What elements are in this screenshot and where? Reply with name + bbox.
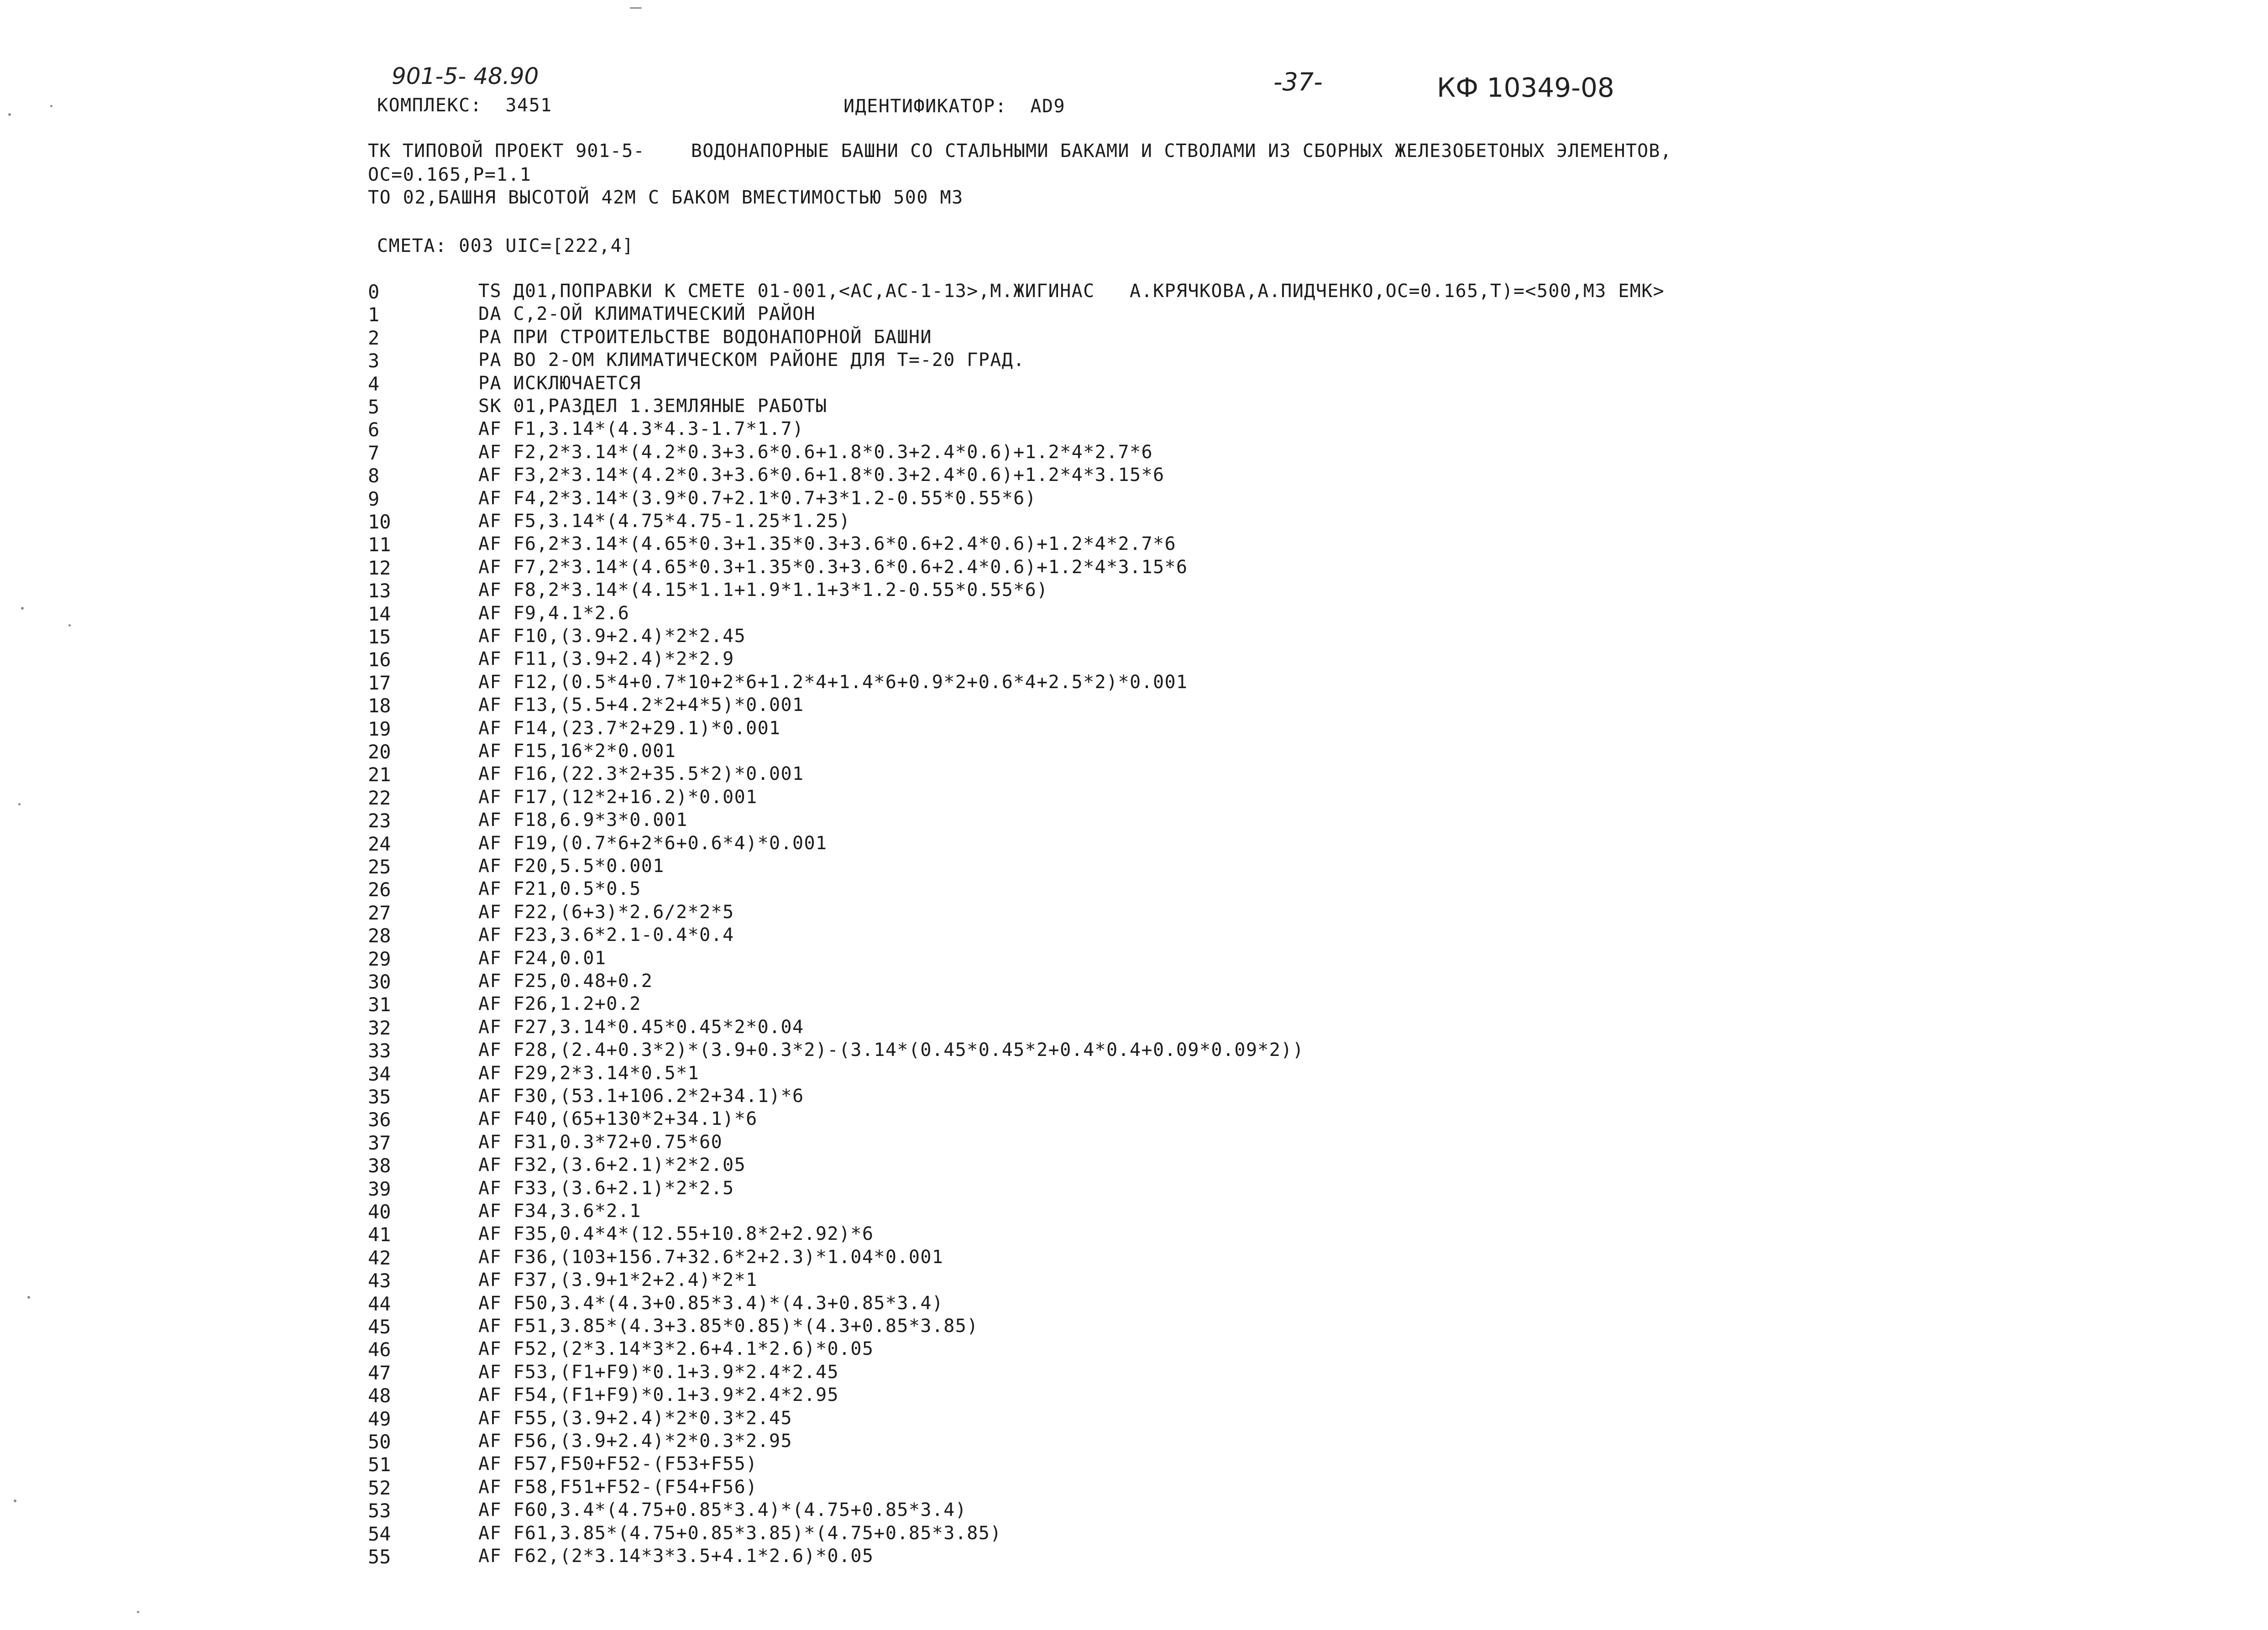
row-statement: AF F61,3.85*(4.75+0.85*3.85)*(4.75+0.85*3.85) [478, 1523, 1002, 1544]
scan-speck [18, 803, 21, 805]
row-statement: AF F15,16*2*0.001 [478, 741, 676, 762]
row-number: 48 [368, 1384, 391, 1407]
row-statement: AF F29,2*3.14*0.5*1 [478, 1063, 700, 1084]
row-statement: PA ПРИ СТРОИТЕЛЬСТВЕ ВОДОНАПОРНОЙ БАШНИ [478, 327, 932, 348]
row-number: 15 [368, 626, 391, 648]
row-statement: AF F1,3.14*(4.3*4.3-1.7*1.7) [478, 418, 804, 439]
row-statement: AF F52,(2*3.14*3*2.6+4.1*2.6)*0.05 [478, 1338, 874, 1359]
row-statement: AF F17,(12*2+16.2)*0.001 [478, 787, 758, 808]
row-statement: AF F28,(2.4+0.3*2)*(3.9+0.3*2)-(3.14*(0.45*0.45*2+0.4*0.4+0.09*0.09*2)) [478, 1040, 1304, 1061]
row-number: 6 [368, 418, 380, 441]
row-number: 13 [368, 580, 391, 602]
row-number: 51 [368, 1453, 391, 1476]
row-number: 33 [368, 1040, 391, 1062]
row-number: 10 [368, 511, 391, 533]
row-number: 42 [368, 1247, 391, 1269]
row-statement: AF F6,2*3.14*(4.65*0.3+1.35*0.3+3.6*0.6+2.4*0.6)+1.2*4*2.7*6 [478, 533, 1176, 554]
row-number: 49 [368, 1408, 391, 1430]
row-number: 45 [368, 1316, 391, 1338]
row-statement: AF F14,(23.7*2+29.1)*0.001 [478, 718, 781, 739]
row-number: 1 [368, 303, 380, 326]
scan-speck [68, 624, 71, 627]
project-parameters-line: ОС=0.165,Р=1.1 [368, 164, 532, 185]
scan-speck [50, 105, 52, 107]
row-statement: AF F34,3.6*2.1 [478, 1201, 641, 1222]
row-statement: SK 01,РАЗДЕЛ 1.ЗЕМЛЯНЫЕ РАБОТЫ [478, 396, 828, 417]
row-number: 50 [368, 1431, 391, 1453]
row-statement: AF F27,3.14*0.45*0.45*2*0.04 [478, 1017, 804, 1038]
row-statement: AF F21,0.5*0.5 [478, 878, 641, 899]
row-number: 54 [368, 1523, 391, 1545]
row-statement: AF F35,0.4*4*(12.55+10.8*2+2.92)*6 [478, 1223, 874, 1244]
row-number: 0 [368, 281, 380, 303]
row-number: 18 [368, 695, 391, 717]
row-statement: AF F8,2*3.14*(4.15*1.1+1.9*1.1+3*1.2-0.55*0.55*6) [478, 580, 1048, 601]
row-number: 36 [368, 1108, 391, 1131]
row-statement: AF F7,2*3.14*(4.65*0.3+1.35*0.3+3.6*0.6+2.4*0.6)+1.2*4*3.15*6 [478, 557, 1188, 578]
row-number: 31 [368, 993, 391, 1016]
scan-speck [27, 1296, 30, 1299]
row-statement: AF F16,(22.3*2+35.5*2)*0.001 [478, 763, 804, 784]
row-number: 30 [368, 971, 391, 993]
row-statement: AF F12,(0.5*4+0.7*10+2*6+1.2*4+1.4*6+0.9*2+0.6*4+2.5*2)*0.001 [478, 672, 1188, 693]
row-statement: AF F20,5.5*0.001 [478, 856, 665, 877]
row-number: 26 [368, 878, 391, 901]
row-statement: AF F13,(5.5+4.2*2+4*5)*0.001 [478, 695, 804, 716]
row-statement: PA ИСКЛЮЧАЕТСЯ [478, 373, 641, 394]
row-number: 19 [368, 718, 391, 740]
row-statement: AF F23,3.6*2.1-0.4*0.4 [478, 925, 734, 946]
row-number: 23 [368, 810, 391, 832]
row-statement: AF F4,2*3.14*(3.9*0.7+2.1*0.7+3*1.2-0.55*0.55*6) [478, 488, 1037, 509]
row-number: 27 [368, 902, 391, 924]
row-statement: AF F19,(0.7*6+2*6+0.6*4)*0.001 [478, 833, 828, 854]
scan-speck [630, 7, 642, 9]
row-number: 47 [368, 1362, 391, 1384]
row-statement: AF F57,F50+F52-(F53+F55) [478, 1453, 758, 1474]
row-statement: AF F26,1.2+0.2 [478, 993, 641, 1014]
row-statement: AF F50,3.4*(4.3+0.85*3.4)*(4.3+0.85*3.4) [478, 1293, 944, 1314]
row-statement: AF F55,(3.9+2.4)*2*0.3*2.45 [478, 1408, 793, 1429]
row-number: 11 [368, 533, 391, 556]
row-statement: AF F24,0.01 [478, 948, 607, 969]
row-statement: AF F22,(6+3)*2.6/2*2*5 [478, 902, 734, 923]
row-statement: AF F31,0.3*72+0.75*60 [478, 1132, 723, 1153]
row-number: 9 [368, 488, 380, 510]
row-statement: AF F25,0.48+0.2 [478, 971, 653, 992]
project-object-line: ТО 02,БАШНЯ ВЫСОТОЙ 42М С БАКОМ ВМЕСТИМОСТЬЮ 500 М3 [368, 187, 964, 208]
row-statement: AF F30,(53.1+106.2*2+34.1)*6 [478, 1086, 804, 1107]
row-number: 24 [368, 833, 391, 855]
row-statement: AF F5,3.14*(4.75*4.75-1.25*1.25) [478, 511, 851, 532]
row-number: 55 [368, 1546, 391, 1568]
row-statement: AF F10,(3.9+2.4)*2*2.45 [478, 626, 746, 647]
row-number: 43 [368, 1270, 391, 1292]
row-number: 8 [368, 465, 380, 487]
row-statement: DA С,2-ОЙ КЛИМАТИЧЕСКИЙ РАЙОН [478, 303, 816, 324]
row-statement: AF F54,(F1+F9)*0.1+3.9*2.4*2.95 [478, 1384, 839, 1405]
row-number: 35 [368, 1086, 391, 1108]
project-title-line: ТК ТИПОВОЙ ПРОЕКТ 901-5- ВОДОНАПОРНЫЕ БАШНИ СО СТАЛЬНЫМИ БАКАМИ И СТВОЛАМИ ИЗ СБОРНЫХ ЖЕЛЕЗОБЕТОНЫХ ЭЛЕМЕНТОВ, [368, 141, 1672, 162]
row-number: 34 [368, 1063, 391, 1085]
row-number: 3 [368, 350, 380, 372]
row-statement: TS Д01,ПОПРАВКИ К СМЕТЕ 01-001,<АС,АС-1-13>,М.ЖИГИНАС А.КРЯЧКОВА,А.ПИДЧЕНКО,ОС=0.165,Т)=<500,М3 ЕМК> [478, 281, 1665, 302]
row-number: 52 [368, 1477, 391, 1499]
row-number: 32 [368, 1017, 391, 1039]
row-number: 7 [368, 442, 380, 464]
row-statement: AF F18,6.9*3*0.001 [478, 810, 688, 831]
row-statement: AF F40,(65+130*2+34.1)*6 [478, 1108, 758, 1129]
row-number: 14 [368, 603, 391, 625]
row-statement: AF F3,2*3.14*(4.2*0.3+3.6*0.6+1.8*0.3+2.4*0.6)+1.2*4*3.15*6 [478, 465, 1165, 486]
row-statement: AF F62,(2*3.14*3*3.5+4.1*2.6)*0.05 [478, 1546, 874, 1567]
row-number: 29 [368, 948, 391, 970]
row-number: 28 [368, 925, 391, 947]
row-number: 39 [368, 1178, 391, 1200]
row-number: 38 [368, 1155, 391, 1177]
row-number: 5 [368, 396, 380, 418]
row-statement: AF F60,3.4*(4.75+0.85*3.4)*(4.75+0.85*3.4) [478, 1499, 967, 1520]
scan-speck [21, 607, 24, 610]
row-number: 21 [368, 763, 391, 786]
identifier-label: ИДЕНТИФИКАТОР: AD9 [843, 96, 1066, 117]
row-number: 22 [368, 787, 391, 809]
scan-speck [14, 1499, 16, 1502]
row-number: 41 [368, 1223, 391, 1246]
row-statement: AF F11,(3.9+2.4)*2*2.9 [478, 648, 734, 669]
row-statement: AF F2,2*3.14*(4.2*0.3+3.6*0.6+1.8*0.3+2.4*0.6)+1.2*4*2.7*6 [478, 442, 1153, 463]
row-statement: PA ВО 2-ОМ КЛИМАТИЧЕСКОМ РАЙОНЕ ДЛЯ Т=-20 ГРАД. [478, 350, 1025, 371]
row-number: 16 [368, 648, 391, 671]
handwritten-project-code: 901-5- 48.90 [392, 63, 539, 89]
page-number: -37- [1273, 68, 1323, 96]
scan-speck [137, 1611, 139, 1613]
row-number: 53 [368, 1499, 391, 1522]
row-statement: AF F51,3.85*(4.3+3.85*0.85)*(4.3+0.85*3.85) [478, 1316, 979, 1337]
row-number: 25 [368, 856, 391, 878]
row-statement: AF F58,F51+F52-(F54+F56) [478, 1477, 758, 1498]
smeta-header: СМЕТА: 003 UIC=[222,4] [377, 235, 634, 256]
row-number: 46 [368, 1338, 391, 1361]
row-number: 44 [368, 1293, 391, 1315]
row-number: 4 [368, 373, 380, 395]
archive-stamp-number: КФ 10349-08 [1437, 72, 1614, 103]
scan-speck [8, 113, 11, 116]
row-number: 2 [368, 327, 380, 349]
row-statement: AF F56,(3.9+2.4)*2*0.3*2.95 [478, 1431, 793, 1452]
row-statement: AF F32,(3.6+2.1)*2*2.05 [478, 1155, 746, 1175]
complex-label: КОМПЛЕКС: 3451 [377, 95, 552, 116]
row-statement: AF F37,(3.9+1*2+2.4)*2*1 [478, 1270, 758, 1290]
row-statement: AF F33,(3.6+2.1)*2*2.5 [478, 1178, 734, 1199]
row-number: 17 [368, 672, 391, 694]
row-number: 20 [368, 741, 391, 763]
row-statement: AF F36,(103+156.7+32.6*2+2.3)*1.04*0.001 [478, 1247, 944, 1268]
row-number: 40 [368, 1201, 391, 1223]
row-statement: AF F53,(F1+F9)*0.1+3.9*2.4*2.45 [478, 1362, 839, 1383]
row-statement: AF F9,4.1*2.6 [478, 603, 630, 624]
row-number: 37 [368, 1132, 391, 1154]
row-number: 12 [368, 557, 391, 579]
